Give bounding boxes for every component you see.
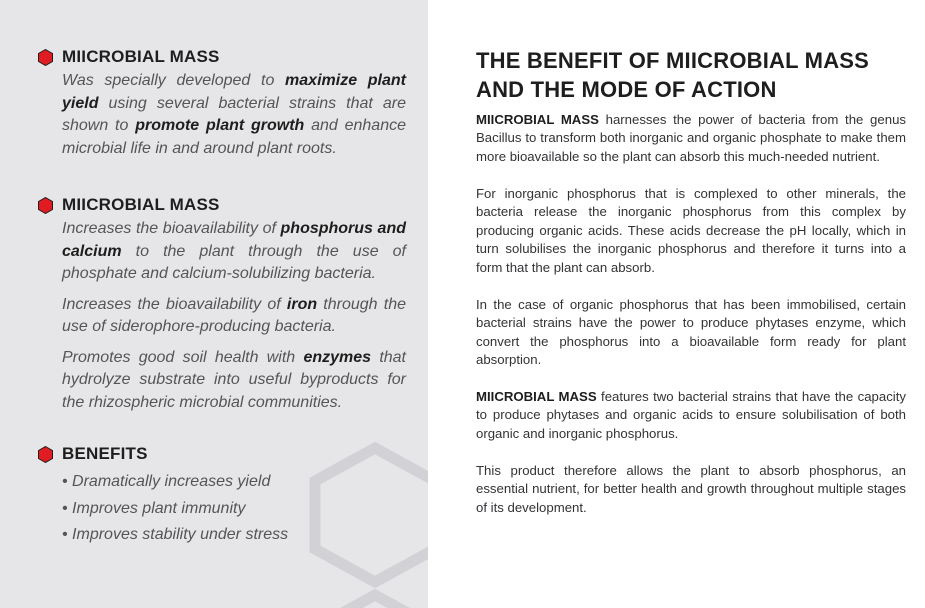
hexagon-bullet-icon: [38, 197, 53, 214]
section-text: Increases the bioavailability of iron through the use of siderophore-producing bacteria.: [62, 295, 406, 335]
section-header: [38, 194, 406, 216]
section-text: Increases the bioavailability of phosphorus and calcium to the plant through the use of phosphate and calcium-solubilizing bacteria.: [62, 220, 406, 282]
page-title: THE BENEFIT OF MIICROBIAL MASS AND THE MODE OF ACTION: [476, 48, 870, 102]
paragraph-intro: MIICROBIAL MASS harnesses the power of bacteria from the genus Bacillus to transform both inorganic and organic phosphate to make them more bioavailable so the plant can absorb this much-needed nutrient.: [476, 112, 906, 164]
paragraph-inorganic-phosphorus: For inorganic phosphorus that is complexed to other minerals, the bacteria release the inorganic phosphorus from this complex by producing organic acids. These acids decrease the pH locally, which in turn solubilises the inorganic phosphorus and therefore it turns into a form that the plant can absorb.: [476, 186, 906, 275]
section-header: [38, 46, 406, 68]
paragraph-bacterial-strains: MIICROBIAL MASS features two bacterial strains that have the capacity to produce phytases and organic acids to ensure solubilisation of both organic and inorganic phosphorus.: [476, 389, 906, 441]
benefits-list: [62, 469, 406, 549]
paragraph-organic-phosphorus: In the case of organic phosphorus that has been immobilised, certain bacterial strains have the power to produce phytases enzyme, which convert the phosphorus into a bioavailable form ready for plant absorption.: [476, 297, 906, 368]
section-header: [38, 443, 406, 465]
list-item: • Improves plant immunity: [62, 499, 246, 517]
section-text: Was specially developed to maximize plant yield using several bacterial strains that are shown to promote plant growth and enhance microbial life in and around plant roots.: [62, 72, 407, 157]
section-title: BENEFITS: [62, 444, 148, 463]
section-benefits: [38, 443, 406, 549]
list-item: • Dramatically increases yield: [62, 473, 271, 490]
section-title: MIICROBIAL MASS: [62, 47, 220, 66]
section-title: MIICROBIAL MASS: [62, 195, 220, 214]
list-item: • Improves stability under stress: [62, 526, 289, 543]
hexagon-bullet-icon: [38, 446, 53, 463]
section-microbial-mass-bioavailability: [38, 194, 406, 414]
section-text: Promotes good soil health with enzymes that hydrolyze substrate into useful byproducts for the rhizospheric microbial communities.: [62, 348, 406, 411]
section-microbial-mass-overview: [38, 46, 406, 160]
left-panel: [0, 0, 428, 608]
paragraph-conclusion: This product therefore allows the plant to absorb phosphorus, an essential nutrient, for better health and growth throughout multiple stages of its development.: [476, 463, 906, 515]
hexagon-bullet-icon: [38, 49, 53, 66]
